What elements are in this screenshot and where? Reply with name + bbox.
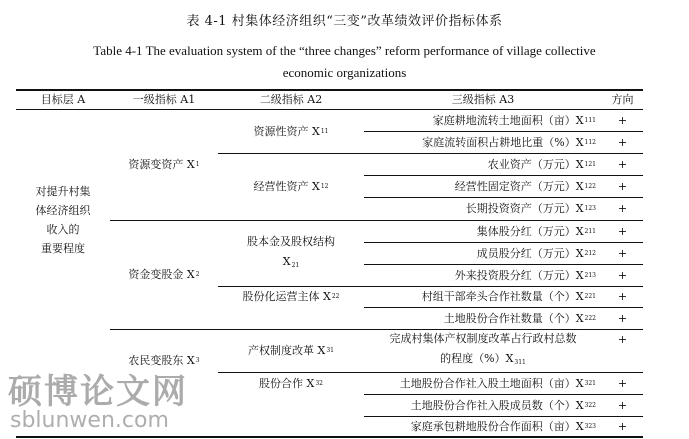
level3-cell — [364, 132, 602, 153]
level2-label: X — [282, 254, 291, 268]
level2-subscript: 32 — [315, 379, 323, 387]
level3-cell — [364, 154, 602, 175]
level1-label: 资金变股金 X — [128, 268, 195, 281]
header-level1: 一级指标 A1 — [132, 92, 196, 106]
direction-cell: + — [617, 113, 628, 127]
table-title-en-line2: economic organizations — [282, 65, 407, 80]
level3-subscript: 122 — [584, 182, 596, 190]
level1-subscript: 1 — [195, 161, 200, 168]
direction-cell: + — [617, 202, 628, 215]
level3-label: 经营性固定资产（万元）X — [454, 179, 584, 193]
level3-label: 农业资产（万元）X — [487, 157, 584, 171]
level2-label: 产权制度改革 X — [248, 344, 326, 357]
target-line: 对提升村集 — [35, 185, 91, 198]
direction-cell: + — [617, 290, 628, 303]
level3-cell — [364, 330, 602, 372]
level3-subscript: 213 — [584, 271, 596, 279]
level2-label: 经营性资产 X — [253, 180, 320, 193]
header-level2: 二级指标 A2 — [259, 92, 323, 106]
level3-cell — [364, 373, 602, 394]
table-title-cn: 表 4-1 村集体经济组织“三变”改革绩效评价指标体系 — [186, 14, 503, 29]
target-line: 收入的 — [46, 223, 80, 236]
watermark-logo-en: sblunwen.com — [10, 408, 169, 433]
level1-cell — [110, 221, 218, 329]
level3-subscript: 323 — [584, 422, 596, 430]
level2-cell — [218, 110, 364, 153]
level2-label: 股份合作 X — [259, 376, 315, 390]
level3-label: 土地股份合作社入股成员数（个）X — [410, 398, 584, 412]
direction-cell: + — [617, 333, 628, 346]
level3-label: 完成村集体产权制度改革占行政村总数 — [389, 332, 577, 345]
direction-cell: + — [617, 419, 628, 433]
level3-label: 村组干部牵头合作社数量（个）X — [421, 290, 584, 303]
level3-subscript: 212 — [584, 249, 596, 257]
level3-cell — [364, 243, 602, 264]
level3-subscript: 121 — [584, 160, 596, 168]
level2-label: 股份化运营主体 X — [242, 290, 331, 303]
level3-label: 集体股分红（万元）X — [476, 224, 584, 238]
level3-label: 长期投资资产（万元）X — [465, 202, 584, 215]
level3-label: 土地股份合作社入股土地面积（亩）X — [399, 376, 584, 390]
target-line: 重要程度 — [41, 242, 85, 255]
level1-cell — [110, 110, 218, 220]
level1-label: 资源变资产 X — [128, 158, 195, 171]
level3-subscript: 322 — [584, 401, 596, 409]
level2-subscript: 12 — [320, 183, 329, 190]
header-level3: 三级指标 A3 — [451, 92, 515, 106]
table-title-en-line1: Table 4-1 The evaluation system of the “three changes” reform performance of village collective — [93, 43, 596, 58]
level3-subscript: 221 — [584, 293, 596, 300]
direction-cell: + — [617, 398, 628, 412]
level3-cell — [364, 198, 602, 220]
level3-label: 家庭耕地流转土地面积（亩）X — [432, 113, 584, 127]
direction-cell: + — [617, 224, 628, 238]
level2-subscript: 22 — [331, 293, 340, 300]
level3-cell — [364, 265, 602, 286]
table-bottom-rule — [16, 436, 643, 438]
level3-cell — [364, 221, 602, 242]
direction-cell: + — [617, 376, 628, 390]
level3-cell — [364, 110, 602, 131]
direction-cell: + — [617, 157, 628, 171]
direction-cell: + — [617, 246, 628, 260]
level3-subscript: 211 — [584, 227, 596, 235]
level2-cell — [218, 287, 364, 307]
level3-label: 家庭承包耕地股份合作面积（亩）X — [410, 419, 584, 433]
level3-cell — [364, 308, 602, 329]
level3-cell — [364, 176, 602, 197]
table-title-en — [0, 40, 689, 84]
level3-label-line2 — [440, 349, 526, 373]
level2-subscript: 31 — [326, 347, 334, 354]
watermark-logo-cn: 硕博论文网 — [8, 372, 188, 412]
level2-label: 股本金及股权结构 — [247, 234, 335, 248]
level2-cell — [218, 373, 364, 394]
level3-cell — [364, 395, 602, 416]
level2-label: 资源性资产 X — [253, 124, 320, 138]
level3-subscript: 123 — [584, 205, 596, 212]
header-direction: 方向 — [611, 92, 634, 106]
header-target: 目标层 A — [40, 92, 86, 106]
target-line: 体经济组织 — [35, 204, 91, 217]
level2-cell — [218, 330, 364, 372]
level3-subscript: 111 — [584, 116, 596, 124]
level3-label: 家庭流转面积占耕地比重（%）X — [422, 135, 584, 149]
direction-cell: + — [617, 268, 628, 282]
level1-label: 农民变股东 X — [128, 354, 195, 367]
direction-cell: + — [617, 135, 628, 149]
level1-subscript: 3 — [195, 357, 200, 364]
level2-label-line2 — [283, 252, 299, 276]
direction-cell: + — [617, 179, 628, 193]
level1-subscript: 2 — [195, 271, 200, 278]
level3-label: 的程度（%）X — [440, 352, 514, 365]
level3-label: 土地股份合作社数量（个）X — [443, 311, 584, 325]
level3-label: 成员股分红（万元）X — [476, 246, 584, 260]
level3-label: 外来投资股分红（万元）X — [454, 268, 584, 282]
level3-subscript: 112 — [584, 138, 596, 146]
target-cell — [16, 110, 110, 330]
level3-subscript: 311 — [514, 359, 526, 366]
level3-cell — [364, 287, 602, 307]
level3-subscript: 321 — [584, 379, 596, 387]
level3-cell — [364, 417, 602, 436]
level3-subscript: 222 — [584, 314, 596, 322]
level2-cell — [218, 154, 364, 220]
level2-subscript: 11 — [320, 127, 329, 135]
level2-subscript: 21 — [291, 261, 300, 269]
direction-cell: + — [617, 311, 628, 325]
level2-cell — [218, 221, 364, 286]
